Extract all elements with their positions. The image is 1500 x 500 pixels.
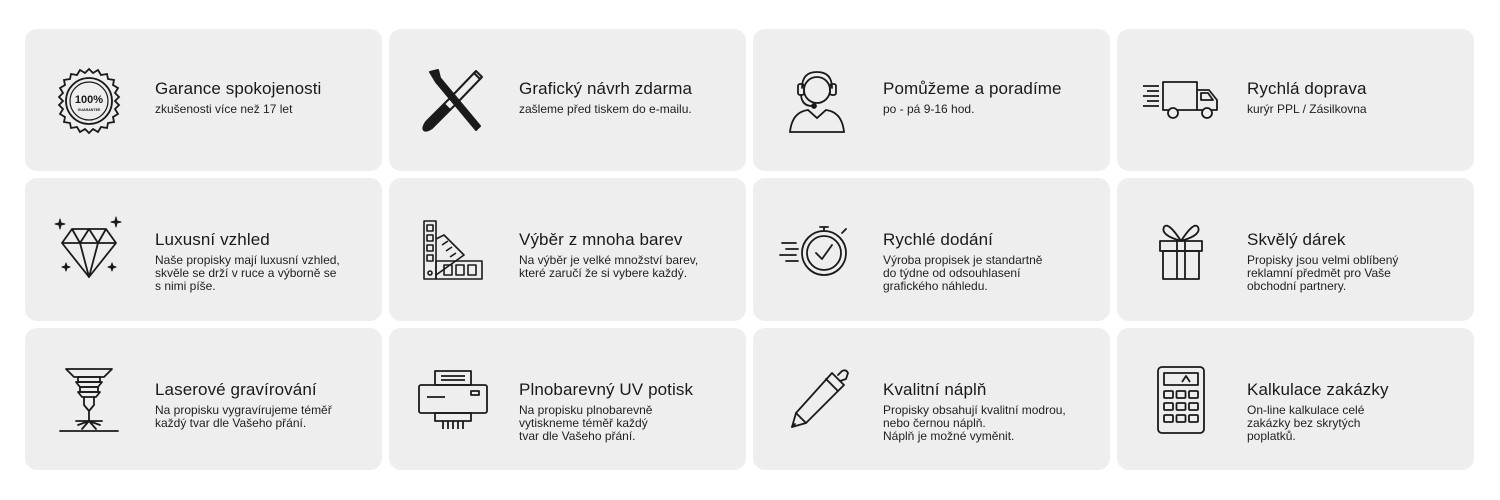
feature-desc: Výroba propisek je standartně do týdne od odsouhlasení grafického náhledu. bbox=[883, 253, 1043, 293]
feature-card-graphic-design bbox=[389, 29, 746, 171]
feature-title: Kvalitní náplň bbox=[883, 380, 987, 399]
badge-top-text: 100% bbox=[74, 94, 104, 106]
feature-card-guarantee bbox=[25, 29, 382, 171]
feature-desc: Propisky jsou velmi oblíbený reklamní předmět pro Vaše obchodní partnery. bbox=[1247, 253, 1399, 293]
feature-card-gift bbox=[1117, 178, 1474, 321]
feature-card-shipping bbox=[1117, 29, 1474, 171]
feature-title: Skvělý dárek bbox=[1247, 230, 1346, 249]
feature-desc: zkušenosti více než 17 let bbox=[155, 102, 293, 116]
feature-desc: Na propisku plnobarevně vytiskneme téměř každý tvar dle Vašeho přání. bbox=[519, 403, 653, 443]
feature-card-refill bbox=[753, 328, 1110, 470]
color-swatch-icon bbox=[415, 214, 491, 286]
feature-title: Garance spokojenosti bbox=[155, 79, 322, 98]
pen-icon bbox=[779, 364, 855, 436]
feature-title: Luxusní vzhled bbox=[155, 230, 270, 249]
features-grid bbox=[25, 29, 1474, 470]
feature-desc: po - pá 9-16 hod. bbox=[883, 102, 975, 116]
feature-desc: Na propisku vygravírujeme téměř každý tvar dle Vašeho přání. bbox=[155, 403, 332, 430]
feature-title: Laserové gravírování bbox=[155, 380, 317, 399]
laser-engraver-icon bbox=[51, 364, 127, 436]
feature-desc: Na výběr je velké množství barev, které zaručí že si vybere každý. bbox=[519, 253, 699, 280]
feature-card-calculator bbox=[1117, 328, 1474, 470]
feature-card-uv-print bbox=[389, 328, 746, 470]
calculator-icon bbox=[1143, 364, 1219, 436]
feature-card-fast-delivery bbox=[753, 178, 1110, 321]
feature-card-colors bbox=[389, 178, 746, 321]
feature-title: Kalkulace zakázky bbox=[1247, 380, 1389, 399]
feature-card-laser bbox=[25, 328, 382, 470]
feature-card-support bbox=[753, 29, 1110, 171]
pencil-brush-icon bbox=[415, 65, 491, 137]
guarantee-badge-icon bbox=[51, 65, 127, 137]
uv-printer-icon bbox=[415, 364, 491, 436]
feature-desc: zašleme před tiskem do e-mailu. bbox=[519, 102, 692, 116]
delivery-truck-icon bbox=[1143, 65, 1219, 137]
badge-bottom-text: GUARANTEE bbox=[77, 108, 101, 112]
gift-box-icon bbox=[1143, 214, 1219, 286]
feature-title: Grafický návrh zdarma bbox=[519, 79, 693, 98]
feature-title: Rychlé dodání bbox=[883, 230, 993, 249]
feature-title: Plnobarevný UV potisk bbox=[519, 380, 694, 399]
feature-desc: Propisky obsahují kvalitní modrou, nebo černou náplň. Náplň je možné vyměnit. bbox=[883, 403, 1066, 443]
feature-desc: kurýr PPL / Zásilkovna bbox=[1247, 102, 1367, 116]
headset-support-icon bbox=[779, 65, 855, 137]
feature-title: Rychlá doprava bbox=[1247, 79, 1367, 98]
feature-title: Pomůžeme a poradíme bbox=[883, 79, 1062, 98]
feature-desc: On-line kalkulace celé zakázky bez skrytých poplatků. bbox=[1247, 403, 1365, 443]
feature-card-luxury bbox=[25, 178, 382, 321]
feature-desc: Naše propisky mají luxusní vzhled, skvěle se drží v ruce a výborně se s nimi píše. bbox=[155, 253, 340, 293]
diamond-icon bbox=[51, 214, 127, 286]
feature-title: Výběr z mnoha barev bbox=[519, 230, 683, 249]
fast-stopwatch-icon bbox=[779, 214, 855, 286]
